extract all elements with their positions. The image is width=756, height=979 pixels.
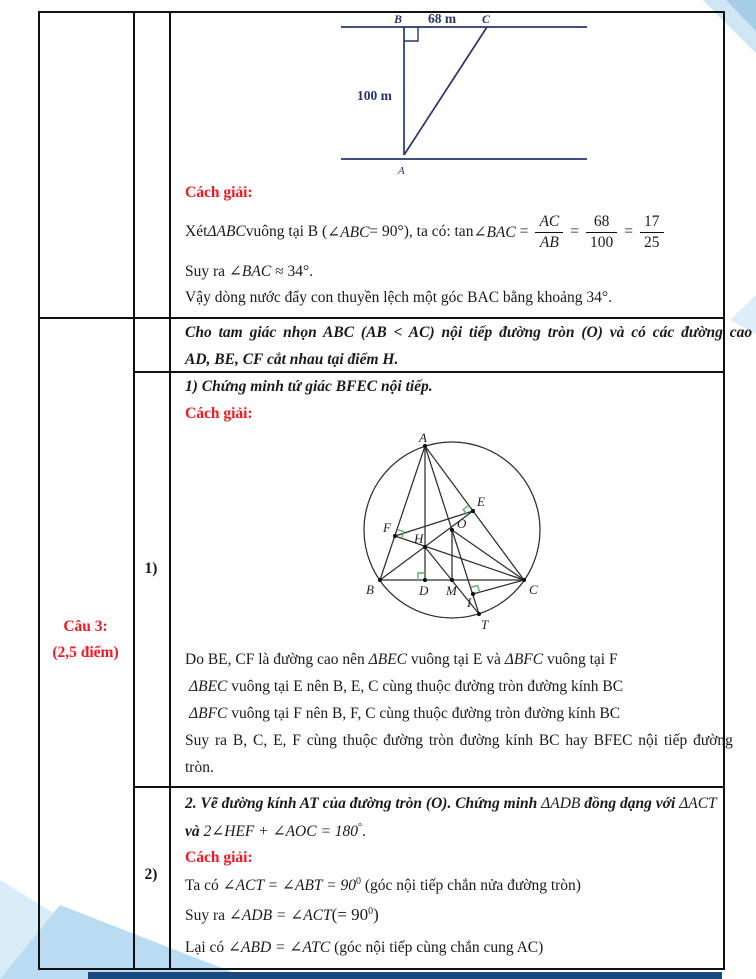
sol1-triangle: ΔABC <box>207 223 246 240</box>
paren-close: ) <box>373 905 379 924</box>
fig1-label-C: C <box>482 12 491 26</box>
fraction-68-100 <box>586 213 617 251</box>
equals-sign: = <box>519 223 529 240</box>
segment-AC <box>425 446 524 580</box>
part1-solution-text <box>185 646 733 781</box>
frac1-num: AC <box>535 213 563 232</box>
point-M <box>450 578 454 582</box>
t: vuông tại F <box>543 651 618 668</box>
frac3-den: 25 <box>644 233 660 251</box>
fig1-label-B: B <box>394 12 403 26</box>
problem-statement-line1: Cho tam giác nhọn ABC (AB < AC) nội tiếp đường tròn (O) và có các đường cao <box>185 324 753 341</box>
table-hline-row1 <box>38 317 723 319</box>
part1-sol-line4: Suy ra B, C, E, F cùng thuộc đường tròn đường kính BC hay BFEC nội tiếp đường <box>185 732 733 749</box>
part2-question-line2 <box>185 822 366 841</box>
solution1-conclusion: Vậy dòng nước đẩy con thuyền lệch một góc BAC bằng khoảng 34°. <box>185 289 613 306</box>
fraction-AC-AB <box>535 213 563 251</box>
part1-number: 1) <box>144 560 158 577</box>
segment-CA <box>404 27 487 155</box>
fig1-distance-AB: 100 m <box>357 88 392 103</box>
equals-sign: = <box>570 223 580 240</box>
question-number-label: Câu 3: <box>63 618 108 635</box>
sol1-text2: vuông tại B ( <box>245 223 328 240</box>
segment-CI <box>473 580 524 594</box>
t: Lại có <box>185 939 229 956</box>
segment-AB <box>380 446 425 580</box>
angle-equation: 2∠HEF + ∠AOC = 180 <box>203 823 359 840</box>
zero-sup: 0 <box>355 875 361 887</box>
t: (góc nội tiếp chắn nửa đường tròn) <box>360 877 581 894</box>
paren-open: (= 90 <box>331 905 369 924</box>
solution-heading-1: Cách giải: <box>185 184 253 201</box>
t: và <box>185 823 204 840</box>
fig2-label-I: I <box>467 595 472 610</box>
frac1-den: AB <box>539 233 559 251</box>
triangle-ADB: ΔADB <box>541 795 581 812</box>
t: . <box>362 823 366 840</box>
t: Suy ra <box>185 907 229 924</box>
solution-heading-2: Cách giải: <box>185 405 253 422</box>
fig2-label-E: E <box>477 494 485 509</box>
part2-sol-line1 <box>185 876 581 895</box>
part1-question: 1) Chứng minh tứ giác BFEC nội tiếp. <box>185 378 433 395</box>
frac3-num: 17 <box>640 213 664 232</box>
part2-number: 2) <box>144 866 158 883</box>
point-C <box>522 578 526 582</box>
fig2-label-B: B <box>366 582 374 597</box>
problem-statement-line2: AD, BE, CF cắt nhau tại điểm H. <box>185 351 399 368</box>
fig1-label-A: A <box>398 165 405 177</box>
part2-sol-line3 <box>185 938 543 957</box>
fig1-distance-BC: 68 m <box>428 11 457 26</box>
triangle-BFC: ΔBFC <box>504 651 544 668</box>
t: đồng dạng với <box>580 795 680 812</box>
point-E <box>471 509 475 513</box>
point-D <box>423 578 427 582</box>
fig2-label-A: A <box>419 432 427 445</box>
equals-sign: = <box>624 223 634 240</box>
solution1-line1 <box>185 210 667 254</box>
river-triangle-figure <box>340 10 600 178</box>
t: Do BE, CF là đường cao nên <box>185 651 369 668</box>
fig2-label-D: D <box>419 583 429 598</box>
point-T <box>477 612 481 616</box>
t: vuông tại F nên B, F, C cùng thuộc đường tròn đường kính BC <box>227 705 621 722</box>
fig2-label-T: T <box>481 617 489 632</box>
sol2-value: ≈ 34°. <box>271 263 314 280</box>
triangle-BFC: ΔBFC <box>189 705 228 722</box>
sol1-text3: = 90°), ta có: tan <box>369 223 474 240</box>
point-H <box>423 545 427 549</box>
part1-sol-line2 <box>185 673 733 700</box>
triangle-ACT: ΔACT <box>679 795 717 812</box>
fig2-label-O: O <box>457 516 467 531</box>
zero-sup: 0 <box>368 905 374 917</box>
point-F <box>393 534 397 538</box>
part1-sol-line3 <box>185 700 733 727</box>
question-points-label: (2,5 điểm) <box>52 644 119 661</box>
frac2-num: 68 <box>586 213 617 232</box>
sol1-angle-bac: ∠BAC <box>473 223 516 241</box>
fig2-label-C: C <box>529 582 538 597</box>
degree-sup: ° <box>358 821 363 833</box>
right-angle-mark-B <box>404 27 418 41</box>
table-vline-col1 <box>133 11 135 968</box>
segment-OC <box>452 530 524 580</box>
part1-sol-line1 <box>185 646 733 673</box>
part1-sol-line5: tròn. <box>185 759 214 776</box>
sol1-angle-abc: ∠ABC <box>327 223 370 241</box>
triangle-BEC: ΔBEC <box>189 678 228 695</box>
angle-ABD-ATC: ∠ABD = ∠ATC <box>228 939 331 956</box>
triangle-BEC: ΔBEC <box>368 651 408 668</box>
angle-ADB-ACT: ∠ADB = ∠ACT <box>228 907 332 924</box>
fraction-17-25 <box>640 213 664 251</box>
solution-heading-3: Cách giải: <box>185 849 253 866</box>
part2-sol-line2 <box>185 905 379 925</box>
t: vuông tại E và <box>407 651 505 668</box>
circle-geometry-figure <box>350 432 570 644</box>
frac2-den: 100 <box>590 233 614 251</box>
point-B <box>378 578 382 582</box>
t: Ta có <box>185 877 223 894</box>
point-O <box>450 528 454 532</box>
fig2-label-M: M <box>446 583 457 598</box>
t: (góc nội tiếp cùng chắn cung AC) <box>330 939 544 956</box>
t: vuông tại E nên B, E, C cùng thuộc đường tròn đường kính BC <box>227 678 624 695</box>
t: 2. Vẽ đường kính AT của đường tròn (O). Chứng minh <box>185 795 542 812</box>
point-I <box>471 592 475 596</box>
part2-question-line1 <box>185 795 717 813</box>
table-hline-row2 <box>133 371 723 373</box>
angle-ACT-ABT: ∠ACT = ∠ABT = 90 <box>222 877 356 894</box>
sol2-angle: ∠BAC <box>228 263 272 280</box>
fig2-label-F: F <box>383 520 391 535</box>
fig2-label-H: H <box>414 531 424 546</box>
table-hline-row3 <box>133 786 723 788</box>
decor-bottom-band <box>88 972 722 979</box>
table-vline-col2 <box>169 11 171 968</box>
sol1-text: Xét <box>185 223 208 240</box>
sol2-text: Suy ra <box>185 263 229 280</box>
solution1-line2 <box>185 262 313 281</box>
